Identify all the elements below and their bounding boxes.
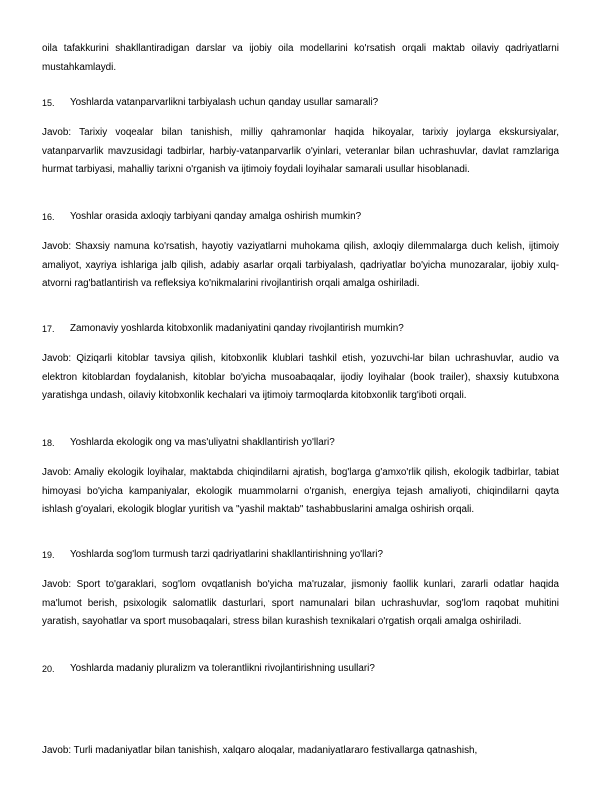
question-number: 19.: [42, 550, 55, 560]
question-text: Yoshlarda sog'lom turmush tarzi qadriyatlarini shakllantirishning yo'llari?: [70, 549, 383, 560]
answer-20: Javob: Turli madaniyatlar bilan tanishish, xalqaro aloqalar, madaniyatlararo festivallarga qatnashish,: [42, 745, 478, 756]
question-number: 17.: [42, 324, 55, 334]
answer-15: Javob: Tarixiy voqealar bilan tanishish, milliy qahramonlar haqida hikoyalar, tarixiy joylarga ekskursiyalar, vatanparvarlik mavzusidagi tadbirlar, harbiy-vatanparvarlik o'yinlari, veteranlar bilan uchrashuvlar, davlat ramzlariga hurmat tarbiyasi, mahalliy tarixni o'rganish va ijtimoiy foydali loyihalar samarali usullar hisoblanadi.: [42, 127, 559, 176]
intro-paragraph: oila tafakkurini shakllantiradigan darslar va ijobiy oila modellarini ko'rsatish orqali maktab oilaviy qadriyatlarni mustahkamlaydi.: [42, 43, 559, 73]
question-number: 20.: [42, 664, 55, 674]
question-text: Yoshlar orasida axloqiy tarbiyani qanday amalga oshirish mumkin?: [70, 211, 362, 222]
question-number: 18.: [42, 438, 55, 448]
answer-18: Javob: Amaliy ekologik loyihalar, maktabda chiqindilarni ajratish, bog'larga g'amxo'rlik qilish, ekologik tadbirlar, tabiat himoyasi bo'yicha kampaniyalar, ekologik muammolarni o'rganish, energiya tejash amaliyoti, chiqindilarni qayta ishlash g'oyalari, ekologik bloglar yuritish va "yashil maktab" tashabbuslarini amalga oshirish orqali.: [42, 467, 559, 516]
question-text: Zamonaviy yoshlarda kitobxonlik madaniyatini qanday rivojlantirish mumkin?: [70, 323, 404, 334]
question-text: Yoshlarda madaniy pluralizm va tolerantlikni rivojlantirishning usullari?: [70, 663, 375, 674]
answer-19: Javob: Sport to'garaklari, sog'lom ovqatlanish bo'yicha ma'ruzalar, jismoniy faollik kunlari, zararli odatlar haqida ma'lumot berish, psixologik salomatlik dasturlari, sport namunalari bilan uchrashuvlar, sog'lom raqobat muhitini yaratish, sayohatlar va sport musobaqalari, stress bilan kurashish texnikalari o'rgatish orqali amalga oshiriladi.: [42, 579, 559, 628]
answer-16: Javob: Shaxsiy namuna ko'rsatish, hayotiy vaziyatlarni muhokama qilish, axloqiy dilemmalarga duch kelish, ijtimoiy amaliyot, xayriya ishlariga jalb qilish, adabiy asarlar orqali tarbiyalash, qadriyatlar bo'yicha munozaralar, ijobiy xulq-atvorni rag'batlantirish va refleksiya ko'nikmalarini rivojlantirish orqali amalga oshiriladi.: [42, 241, 559, 290]
answer-17: Javob: Qiziqarli kitoblar tavsiya qilish, kitobxonlik klublari tashkil etish, yozuvchi-lar bilan uchrashuvlar, audio va elektron kitoblardan foydalanish, kitoblar bo'yicha musoabaqalar, ijodiy loyihalar (book trailer), shaxsiy kutubxona yaratishga undash, oilaviy kitobxonlik kechalari va ijtimoiy tarmoqlarda kitobxonlik targ'iboti orqali.: [42, 353, 559, 402]
question-20: [42, 660, 559, 679]
question-18: [42, 434, 559, 453]
question-number: 16.: [42, 212, 55, 222]
question-19: [42, 546, 559, 565]
question-text: Yoshlarda ekologik ong va mas'uliyatni shakllantirish yo'llari?: [70, 437, 335, 448]
question-16: [42, 208, 559, 227]
question-number: 15.: [42, 98, 55, 108]
question-17: [42, 320, 559, 339]
question-text: Yoshlarda vatanparvarlikni tarbiyalash uchun qanday usullar samarali?: [70, 97, 379, 108]
question-15: [42, 94, 559, 113]
